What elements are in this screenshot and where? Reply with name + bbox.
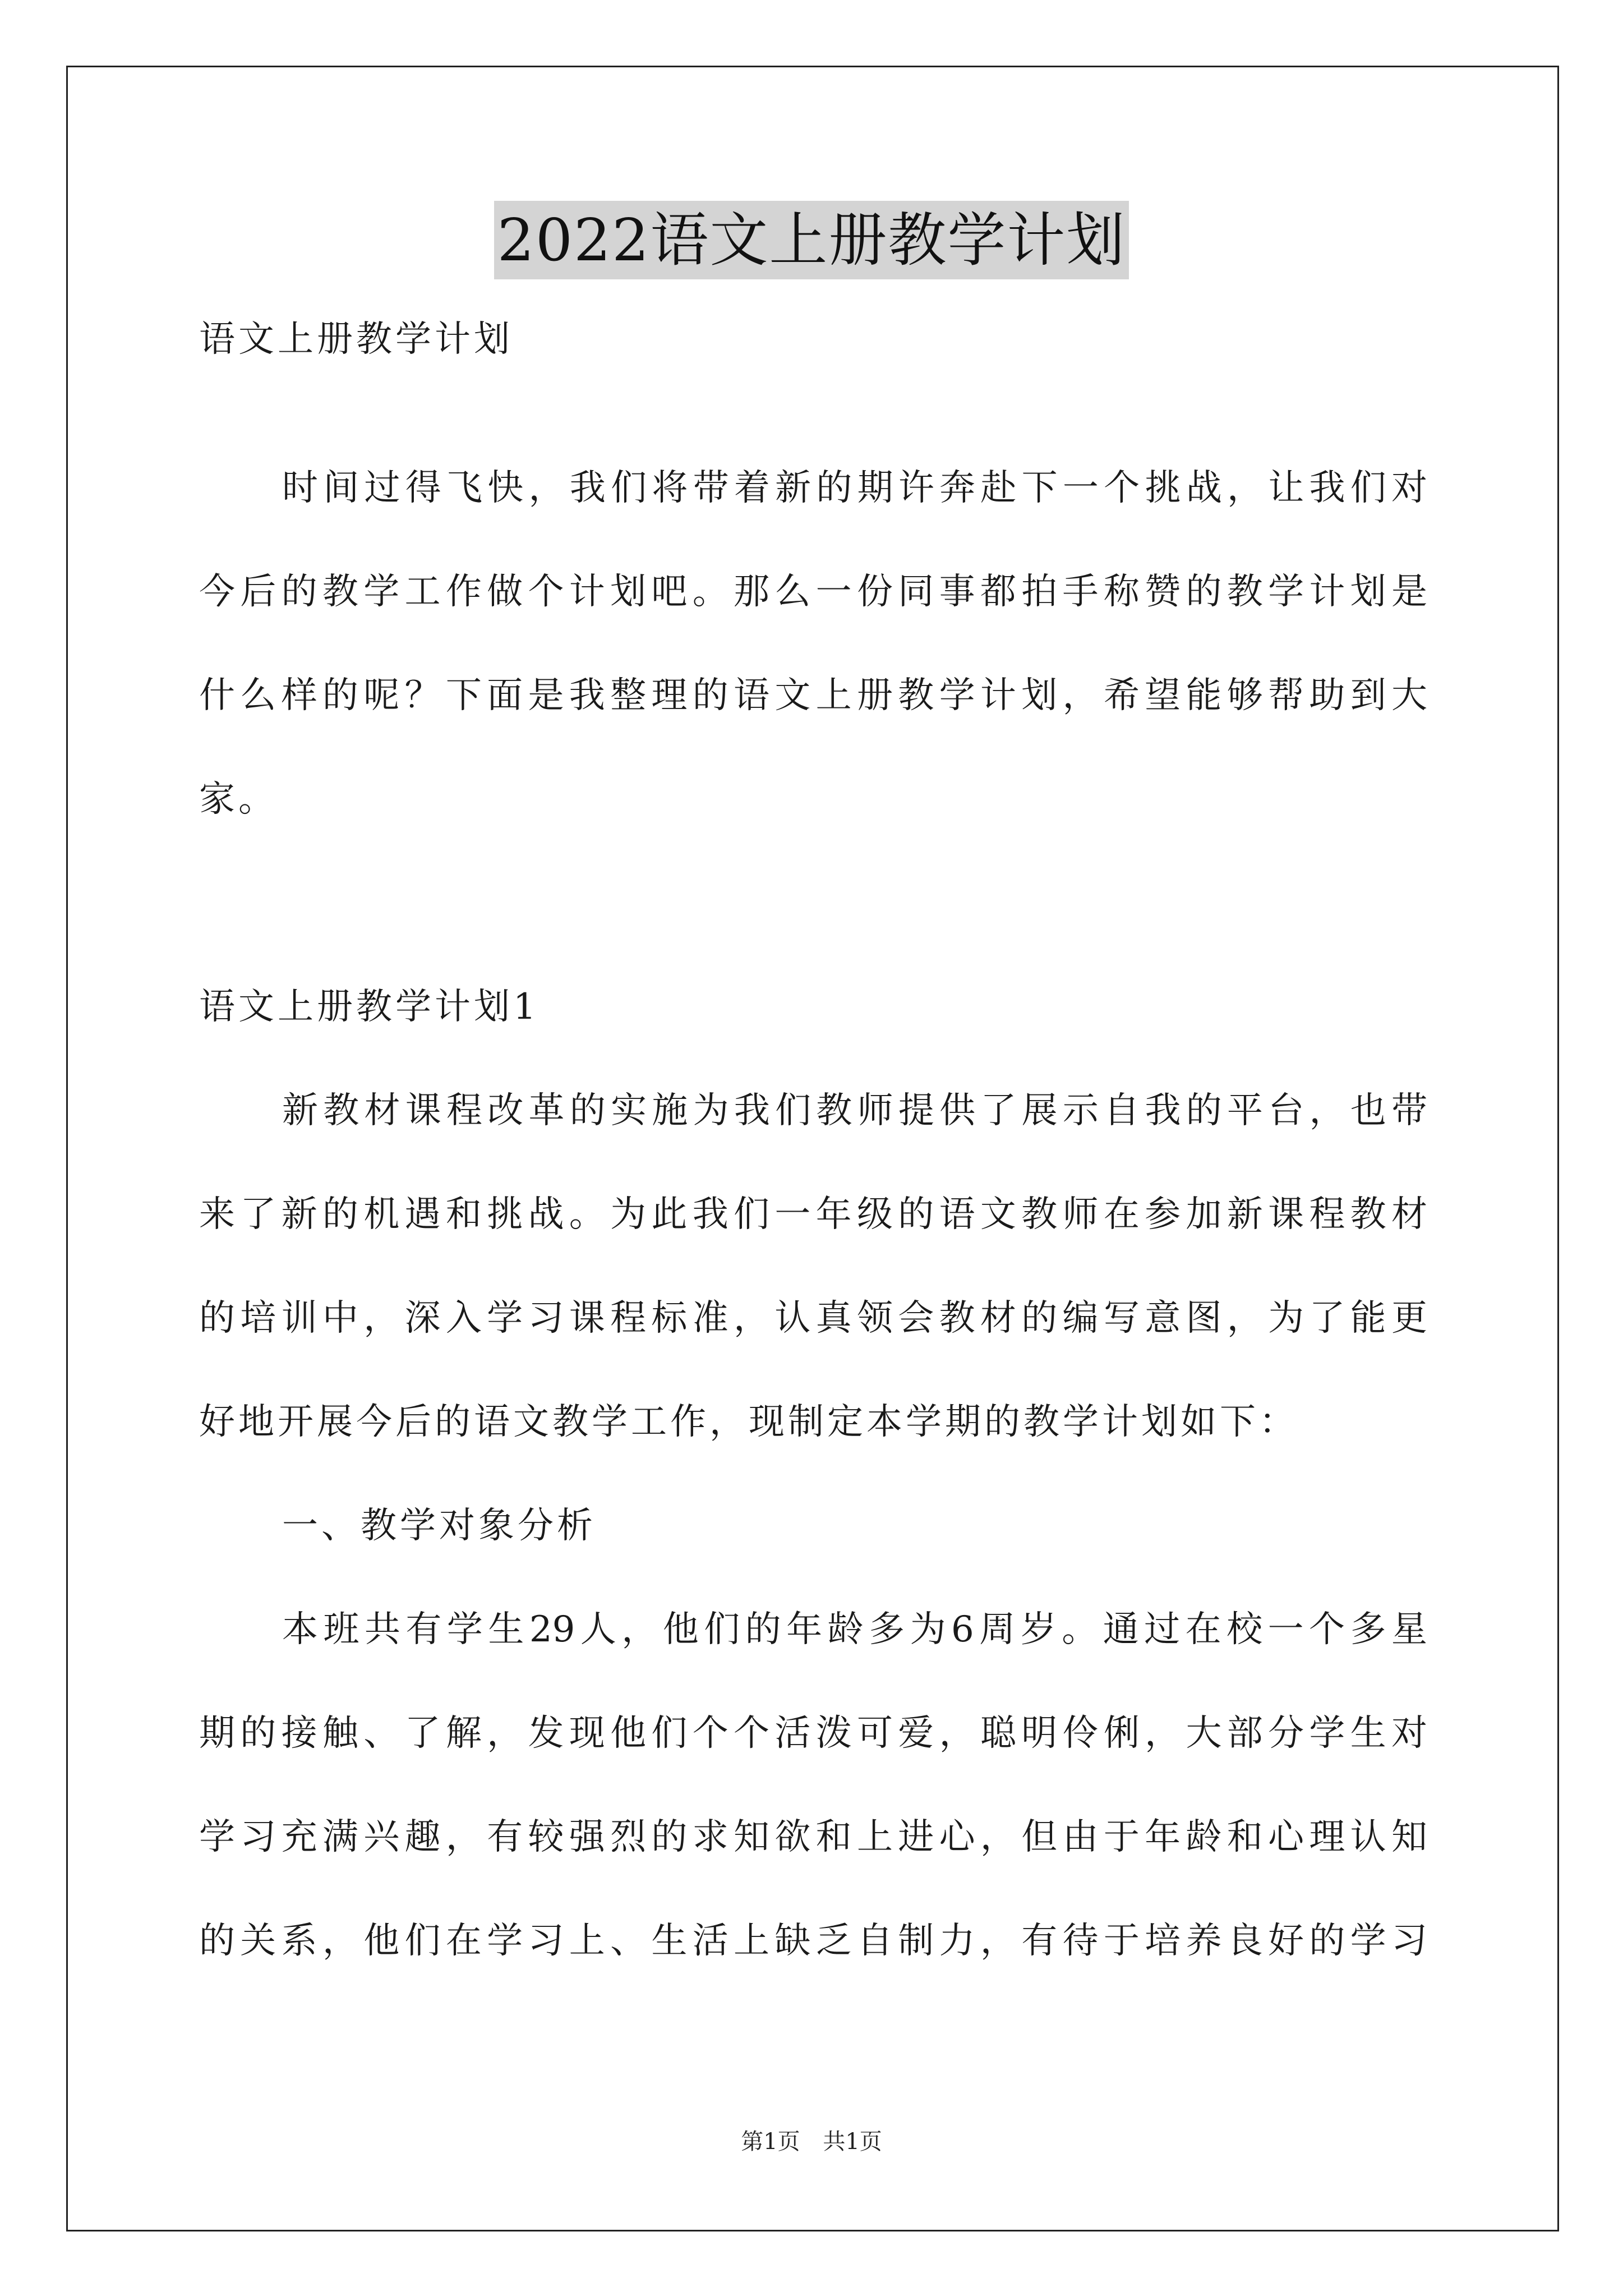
subtitle-line: 语文上册教学计划 [199,319,513,360]
intro-line-1: 时间过得飞快，我们将带着新的期许奔赴下一个挑战，让我们对 [282,467,1427,509]
page-border [66,66,1559,2231]
body-line-1: 新教材课程改革的实施为我们教师提供了展示自我的平台，也带 [282,1090,1427,1131]
intro-line-3: 什么样的呢？下面是我整理的语文上册教学计划，希望能够帮助到大 [199,675,1427,716]
analysis-line-4: 的关系，他们在学习上、生活上缺乏自制力，有待于培养良好的学习 [199,1920,1427,1962]
document-title: 2022语文上册教学计划 [494,201,1129,279]
subsection-heading: 一、教学对象分析 [282,1505,596,1547]
title-container [0,201,1623,279]
analysis-line-2: 期的接触、了解，发现他们个个活泼可爱，聪明伶俐，大部分学生对 [199,1713,1427,1754]
body-line-2: 来了新的机遇和挑战。为此我们一年级的语文教师在参加新课程教材 [199,1194,1427,1235]
page-total: 共1页 [823,2129,882,2155]
page-footer [0,2126,1623,2157]
analysis-line-1: 本班共有学生29人，他们的年龄多为6周岁。通过在校一个多星 [282,1609,1427,1650]
body-line-3: 的培训中，深入学习课程标准，认真领会教材的编写意图，为了能更 [199,1297,1427,1339]
body-line-4: 好地开展今后的语文教学工作，现制定本学期的教学计划如下： [199,1401,1298,1443]
analysis-line-3: 学习充满兴趣，有较强烈的求知欲和上进心，但由于年龄和心理认知 [199,1816,1427,1858]
intro-line-2: 今后的教学工作做个计划吧。那么一份同事都拍手称赞的教学计划是 [199,571,1427,613]
intro-line-4: 家。 [199,779,278,820]
page-number: 第1页 [741,2129,800,2155]
section-heading: 语文上册教学计划1 [199,986,540,1028]
